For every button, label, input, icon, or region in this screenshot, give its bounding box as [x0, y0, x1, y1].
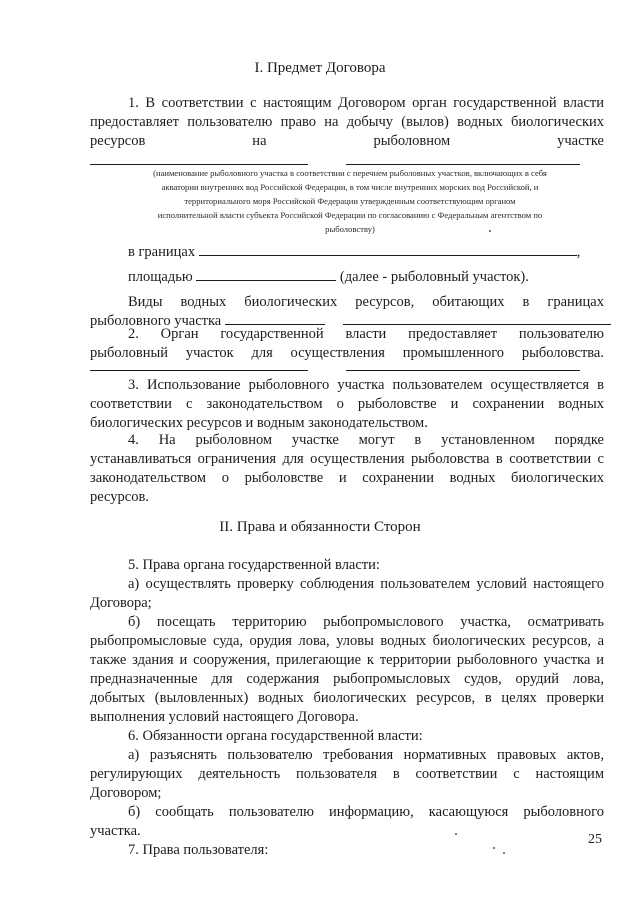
p6a-line-1: а) разъяснять пользователю требования нормативных правовых актов, [128, 747, 604, 763]
p3-line-2: соответствии с законодательством о рыболовстве и сохранении водных [90, 396, 604, 412]
parcel-name-blank-2 [346, 164, 580, 165]
bounds-comma: , [576, 244, 581, 260]
area-line [90, 268, 604, 287]
p5b-line-2: рыбопромысловые суда, орудия лова, уловы водных биологических ресурсов, а [90, 633, 604, 649]
area-suffix: (далее - рыболовный участок). [339, 269, 529, 285]
p5b-line-4: предназначенные для содержания рыбопромысловых судов, орудий лова, [90, 671, 604, 687]
p5b-line-3: также здания и сооружения, прилегающие к территории рыболовного участка и [90, 652, 604, 668]
paragraph-3 [90, 376, 604, 433]
paragraph-5 [90, 556, 604, 727]
p3-line-1: 3. Использование рыболовного участка пользователем осуществляется в [128, 377, 604, 393]
species-label: рыболовного участка [90, 313, 222, 329]
scan-speck [489, 230, 491, 232]
paragraph-1 [90, 94, 604, 151]
p1-line-3: ресурсов на рыболовном участке [90, 133, 604, 149]
p2-blank-2 [346, 370, 580, 371]
p6a-line-3: Договором; [90, 785, 162, 801]
note-line: акватории внутренних вод Российской Федерации, в том числе внутренних морских вод Российской, и [161, 182, 539, 192]
p6a-line-2: регулирующих деятельность пользователя в соответствии с настоящим [90, 766, 604, 782]
parcel-name-note [100, 166, 600, 236]
species-blank-2 [343, 312, 611, 325]
p4-line-4: ресурсов. [90, 489, 149, 505]
p2-line-1: 2. Орган государственной власти предоставляет пользователю [128, 326, 604, 342]
p6b-line-2: участка. [90, 823, 141, 839]
scan-speck [503, 852, 505, 854]
p5b-line-6: выполнения условий настоящего Договора. [90, 709, 359, 725]
area-blank [196, 268, 336, 281]
p5a-line-1: а) осуществлять проверку соблюдения пользователем условий настоящего [128, 576, 604, 592]
bounds-blank [199, 243, 577, 256]
p6-title: 6. Обязанности органа государственной власти: [128, 728, 423, 744]
bounds-label: в границах [128, 244, 196, 260]
paragraph-6 [90, 727, 604, 860]
note-line: территориального моря Российской Федерации утвержденным соответствующим органом [184, 196, 516, 206]
note-line: исполнительной власти субъекта Российской Федерации по согласованию с Федеральным агентством по [157, 210, 543, 220]
scan-speck [455, 833, 457, 835]
species-line-1: Виды водных биологических ресурсов, обитающих в границах [128, 294, 604, 310]
p6b-line-1: б) сообщать пользователю информацию, касающуюся рыболовного [128, 804, 604, 820]
p2-line-2: рыболовный участок для осуществления промышленного рыболовства. [90, 345, 604, 361]
p1-line-1: 1. В соответствии с настоящим Договором орган государственной власти [128, 95, 604, 111]
page-number: 25 [588, 832, 602, 847]
p5a-line-2: Договора; [90, 595, 152, 611]
section-1-heading: I. Предмет Договора [254, 60, 386, 76]
parcel-name-blank-1 [90, 164, 308, 165]
p1-line-2: предоставляет пользователю право на добычу (вылов) водных биологических [90, 114, 604, 130]
paragraph-4 [90, 431, 604, 507]
p5-title: 5. Права органа государственной власти: [128, 557, 380, 573]
p3-line-3: биологических ресурсов и водным законодательством. [90, 415, 428, 431]
scan-speck [493, 847, 495, 849]
p5b-line-5: добытых (выловленных) водных биологических ресурсов, в целях проверки [90, 690, 604, 706]
species-blank-1 [225, 312, 325, 325]
note-line: (наименование рыболовного участка в соответствии с перечнем рыболовных участков, включающих в себя [153, 168, 547, 178]
area-label: площадью [128, 269, 193, 285]
p2-blank-1 [90, 370, 308, 371]
p5b-line-1: б) посещать территорию рыбопромыслового участка, осматривать [128, 614, 604, 630]
bounds-line [90, 243, 604, 262]
p4-line-1: 4. На рыболовном участке могут в установленном порядке [128, 432, 604, 448]
p7-title: 7. Права пользователя: [128, 842, 269, 858]
paragraph-2 [90, 325, 604, 363]
note-line: рыболовству) [325, 224, 375, 234]
section-2-heading: II. Права и обязанности Сторон [219, 519, 421, 535]
p4-line-2: устанавливаться ограничения для осуществления рыболовства в соответствии с [90, 451, 604, 467]
p4-line-3: законодательством о рыболовстве и сохранении водных биологических [90, 470, 604, 486]
